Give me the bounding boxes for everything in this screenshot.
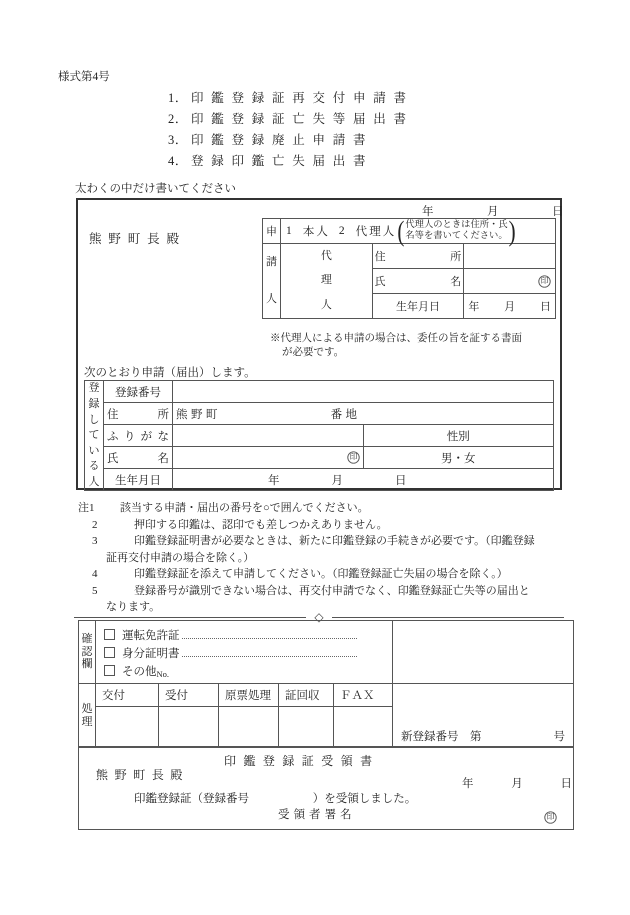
process-header-row bbox=[79, 684, 574, 707]
registered-side-char-3: し bbox=[88, 413, 100, 426]
note-item bbox=[78, 566, 578, 583]
note-lead-3: 3 bbox=[92, 535, 98, 547]
checkbox-icon[interactable] bbox=[104, 647, 115, 658]
proxy-requirement-note bbox=[270, 332, 522, 360]
registered-address-input[interactable] bbox=[173, 403, 554, 425]
application-date-year[interactable]: 年 bbox=[422, 206, 435, 218]
applicant-type-number-1[interactable]: 1 bbox=[286, 225, 292, 237]
registered-address-label: 住所 bbox=[104, 403, 173, 425]
checkbox-label-id-certificate: 身分証明書 bbox=[122, 648, 180, 660]
note-continuation-5: なります。 bbox=[106, 601, 161, 613]
process-col-header-reception: 受付 bbox=[159, 684, 219, 707]
registered-person-table bbox=[84, 380, 554, 491]
registered-side-char-2: 録 bbox=[88, 398, 100, 411]
document-title-text-3: 印鑑登録廃止申請書 bbox=[191, 133, 374, 147]
document-title-text-1: 印鑑登録証再交付申請書 bbox=[191, 91, 414, 105]
registered-birth-label: 生年月日 bbox=[104, 469, 173, 491]
receipt-date-line bbox=[462, 775, 572, 791]
registered-birth-year: 年 bbox=[268, 474, 280, 487]
form-code: 様式第4号 bbox=[58, 71, 110, 83]
new-registration-number-label: 新登録番号 第 bbox=[401, 731, 482, 743]
checkbox-row-id-certificate[interactable] bbox=[104, 643, 392, 661]
confirm-side-char-3: 欄 bbox=[81, 658, 93, 671]
registered-birth-day: 日 bbox=[395, 474, 407, 487]
document-title-text-2: 印鑑登録証亡失等届出書 bbox=[191, 112, 414, 126]
cut-line-rule-right bbox=[332, 617, 564, 618]
gender-header: 性別 bbox=[363, 425, 554, 447]
receipt-date-month[interactable]: 月 bbox=[511, 778, 523, 790]
note-item bbox=[78, 583, 578, 600]
diamond-icon: ◇ bbox=[314, 610, 324, 624]
registered-side-char-7: 人 bbox=[88, 475, 100, 488]
document-title-row-2 bbox=[168, 109, 414, 130]
receipt-addressee: 熊野町長殿 bbox=[96, 768, 190, 782]
confirmation-side-label bbox=[79, 621, 96, 684]
process-col-header-issue: 交付 bbox=[96, 684, 159, 707]
note-item bbox=[78, 517, 578, 534]
process-col-header-original-slip: 原票処理 bbox=[219, 684, 279, 707]
process-side-char-1: 処 bbox=[81, 702, 93, 715]
note-body-3: 印鑑登録証明書が必要なときは、新たに印鑑登録の手続きが必要です。（印鑑登録 bbox=[134, 535, 535, 547]
applicant-side-label-2: 請 bbox=[266, 255, 277, 268]
document-title-row-3 bbox=[168, 130, 414, 151]
proxy-birth-year: 年 bbox=[468, 301, 480, 313]
registered-side-char-1: 登 bbox=[88, 382, 100, 395]
note-body-5: 登録番号が識別できない場合は、再交付申請でなく、印鑑登録証亡失等の届出と bbox=[134, 584, 530, 597]
registration-number-input[interactable] bbox=[173, 381, 554, 403]
receipt-sentence bbox=[134, 790, 416, 806]
document-title-row-1 bbox=[168, 88, 414, 109]
document-title-number-3: 3． bbox=[168, 133, 189, 147]
registered-side-char-6: る bbox=[88, 460, 100, 473]
confirmation-checklist-cell bbox=[96, 621, 393, 684]
checkbox-icon[interactable] bbox=[104, 665, 115, 676]
registered-birth-row bbox=[85, 469, 554, 491]
cut-line-rule-left bbox=[74, 617, 306, 618]
proxy-address-label: 住所 bbox=[372, 244, 464, 269]
bold-frame-instruction: 太わくの中だけ書いてください bbox=[75, 183, 236, 195]
notes-block bbox=[78, 500, 578, 616]
document-title-number-1: 1． bbox=[168, 91, 189, 105]
receipt-date-day[interactable]: 日 bbox=[560, 778, 572, 790]
confirm-side-char-1: 確 bbox=[81, 633, 93, 646]
checkbox-dotted-fill[interactable] bbox=[182, 638, 357, 639]
proxy-side-label-3: 人 bbox=[320, 298, 332, 311]
process-col-header-fax: ＦＡＸ bbox=[334, 684, 393, 707]
proxy-birth-input[interactable] bbox=[464, 294, 556, 319]
note-item bbox=[78, 500, 578, 517]
registered-furigana-input[interactable] bbox=[173, 425, 364, 447]
process-value-reception[interactable] bbox=[159, 707, 219, 748]
process-col-header-card-collection: 証回収 bbox=[279, 684, 334, 707]
proxy-requirement-note-line-1: ※代理人による申請の場合は、委任の旨を証する書面 bbox=[270, 333, 522, 344]
new-registration-number-cell[interactable] bbox=[393, 684, 574, 748]
proxy-address-row bbox=[263, 244, 556, 269]
applicant-side-label-1: 申 bbox=[263, 219, 281, 244]
applicant-type-note-line-2: 名等を書いてください。 bbox=[405, 231, 508, 241]
document-title-list bbox=[168, 88, 414, 172]
applicant-type-option-self[interactable]: 本人 bbox=[302, 226, 330, 238]
checkbox-row-drivers-license[interactable] bbox=[104, 625, 392, 643]
applicant-type-note-line-1: 代理人のときは住所・氏 bbox=[405, 220, 508, 230]
registered-side-char-5: い bbox=[88, 444, 100, 457]
confirmation-remarks-cell[interactable] bbox=[393, 621, 574, 684]
note-lead-2: 2 bbox=[92, 518, 98, 531]
proxy-birth-month: 月 bbox=[504, 301, 516, 313]
proxy-side-label-1: 代 bbox=[320, 249, 332, 262]
proxy-requirement-note-line-2: が必要です。 bbox=[282, 347, 345, 358]
checkbox-label-drivers-license: 運転免許証 bbox=[122, 630, 180, 642]
applicant-type-number-2[interactable]: 2 bbox=[338, 225, 345, 237]
note-body-1: 該当する申請・届出の番号を○で囲んでください。 bbox=[120, 502, 369, 514]
process-value-fax[interactable] bbox=[334, 707, 393, 748]
registration-number-row bbox=[85, 381, 554, 403]
proxy-address-input[interactable] bbox=[464, 244, 556, 269]
process-side-char-2: 理 bbox=[81, 715, 93, 728]
proxy-name-input[interactable] bbox=[464, 269, 556, 294]
gender-options[interactable]: 男・女 bbox=[363, 447, 554, 469]
checkbox-row-other[interactable] bbox=[104, 661, 392, 679]
process-value-issue[interactable] bbox=[96, 707, 159, 748]
applicant-type-note: ( 代理人のときは住所・氏 名等を書いてください。 ) bbox=[397, 214, 516, 247]
receipt-sentence-suffix: ）を受領しました。 bbox=[312, 793, 417, 805]
applicant-side-label-3: 人 bbox=[266, 292, 277, 305]
document-title-row-4 bbox=[168, 151, 414, 172]
application-date-month[interactable]: 月 bbox=[486, 206, 500, 218]
seal-icon: 印 bbox=[538, 275, 550, 287]
process-value-card-collection[interactable] bbox=[279, 707, 334, 748]
document-title-number-2: 2． bbox=[168, 112, 189, 126]
registered-address-row bbox=[85, 403, 554, 425]
registered-side-char-4: て bbox=[88, 429, 100, 442]
registered-birth-month: 月 bbox=[331, 474, 343, 487]
note-continuation-3: 証再交付申請の場合を除く。） bbox=[106, 551, 255, 564]
receipt-signature-label: 受領者署名 bbox=[278, 809, 356, 821]
note-lead-4: 4 bbox=[92, 568, 98, 580]
proxy-name-label: 氏名 bbox=[372, 269, 464, 294]
proxy-side-label-2: 理 bbox=[320, 274, 332, 287]
registered-address-prefix: 熊野町 bbox=[176, 408, 221, 421]
proxy-side-label bbox=[281, 244, 373, 319]
note-body-2: 押印する印鑑は、認印でも差しつかえありません。 bbox=[134, 518, 388, 531]
proxy-birth-label: 生年月日 bbox=[372, 294, 464, 319]
registered-name-input[interactable] bbox=[173, 447, 364, 469]
receipt-date-year[interactable]: 年 bbox=[462, 778, 474, 790]
registered-furigana-label: ふりがな bbox=[104, 425, 173, 447]
note-body-4: 印鑑登録証を添えて申請してください。（印鑑登録証亡失届の場合を除く。） bbox=[134, 568, 508, 580]
note-item bbox=[78, 533, 578, 550]
document-title-number-4: 4． bbox=[168, 154, 189, 168]
process-side-label bbox=[79, 684, 96, 748]
receipt-title: 印鑑登録証受領書 bbox=[224, 754, 380, 768]
note-lead-1: 注1 bbox=[78, 502, 95, 514]
application-date-day[interactable]: 日 bbox=[551, 206, 565, 218]
office-use-table bbox=[78, 620, 574, 748]
document-title-text-4: 登録印鑑亡失届出書 bbox=[191, 154, 374, 168]
registered-name-label: 氏名 bbox=[104, 447, 173, 469]
checkbox-label-other: その他 bbox=[122, 666, 157, 678]
applicant-side-label-rest bbox=[263, 244, 281, 319]
confirm-side-char-2: 認 bbox=[81, 645, 93, 658]
registered-furigana-row bbox=[85, 425, 554, 447]
declaration-text: 次のとおり申請（届出）します。 bbox=[84, 367, 256, 379]
application-date-line bbox=[422, 203, 564, 219]
applicant-type-option-proxy[interactable]: 代理人 bbox=[355, 226, 397, 238]
receipt-sentence-prefix: 印鑑登録証（登録番号 bbox=[134, 793, 249, 805]
applicant-type-cell[interactable] bbox=[281, 214, 556, 247]
checkbox-icon[interactable] bbox=[104, 629, 115, 640]
registration-number-label: 登録番号 bbox=[104, 381, 173, 403]
receipt-seal-icon: 印 bbox=[544, 806, 557, 824]
proxy-birth-day: 日 bbox=[540, 301, 551, 313]
registered-person-side-label bbox=[85, 381, 104, 491]
applicant-table bbox=[262, 214, 556, 319]
process-value-original-slip[interactable] bbox=[219, 707, 279, 748]
seal-icon: 印 bbox=[347, 451, 359, 463]
checkbox-other-number-label: No. bbox=[156, 669, 170, 679]
applicant-type-row bbox=[263, 219, 556, 244]
registered-birth-input[interactable] bbox=[173, 469, 554, 491]
registered-name-row bbox=[85, 447, 554, 469]
note-lead-5: 5 bbox=[92, 584, 98, 597]
registered-address-suffix: 番地 bbox=[330, 408, 361, 421]
checkbox-dotted-fill[interactable] bbox=[182, 656, 357, 657]
new-registration-number-suffix: 号 bbox=[553, 731, 565, 743]
confirmation-row bbox=[79, 621, 574, 684]
mayor-addressee: 熊野町長殿 bbox=[89, 232, 186, 246]
